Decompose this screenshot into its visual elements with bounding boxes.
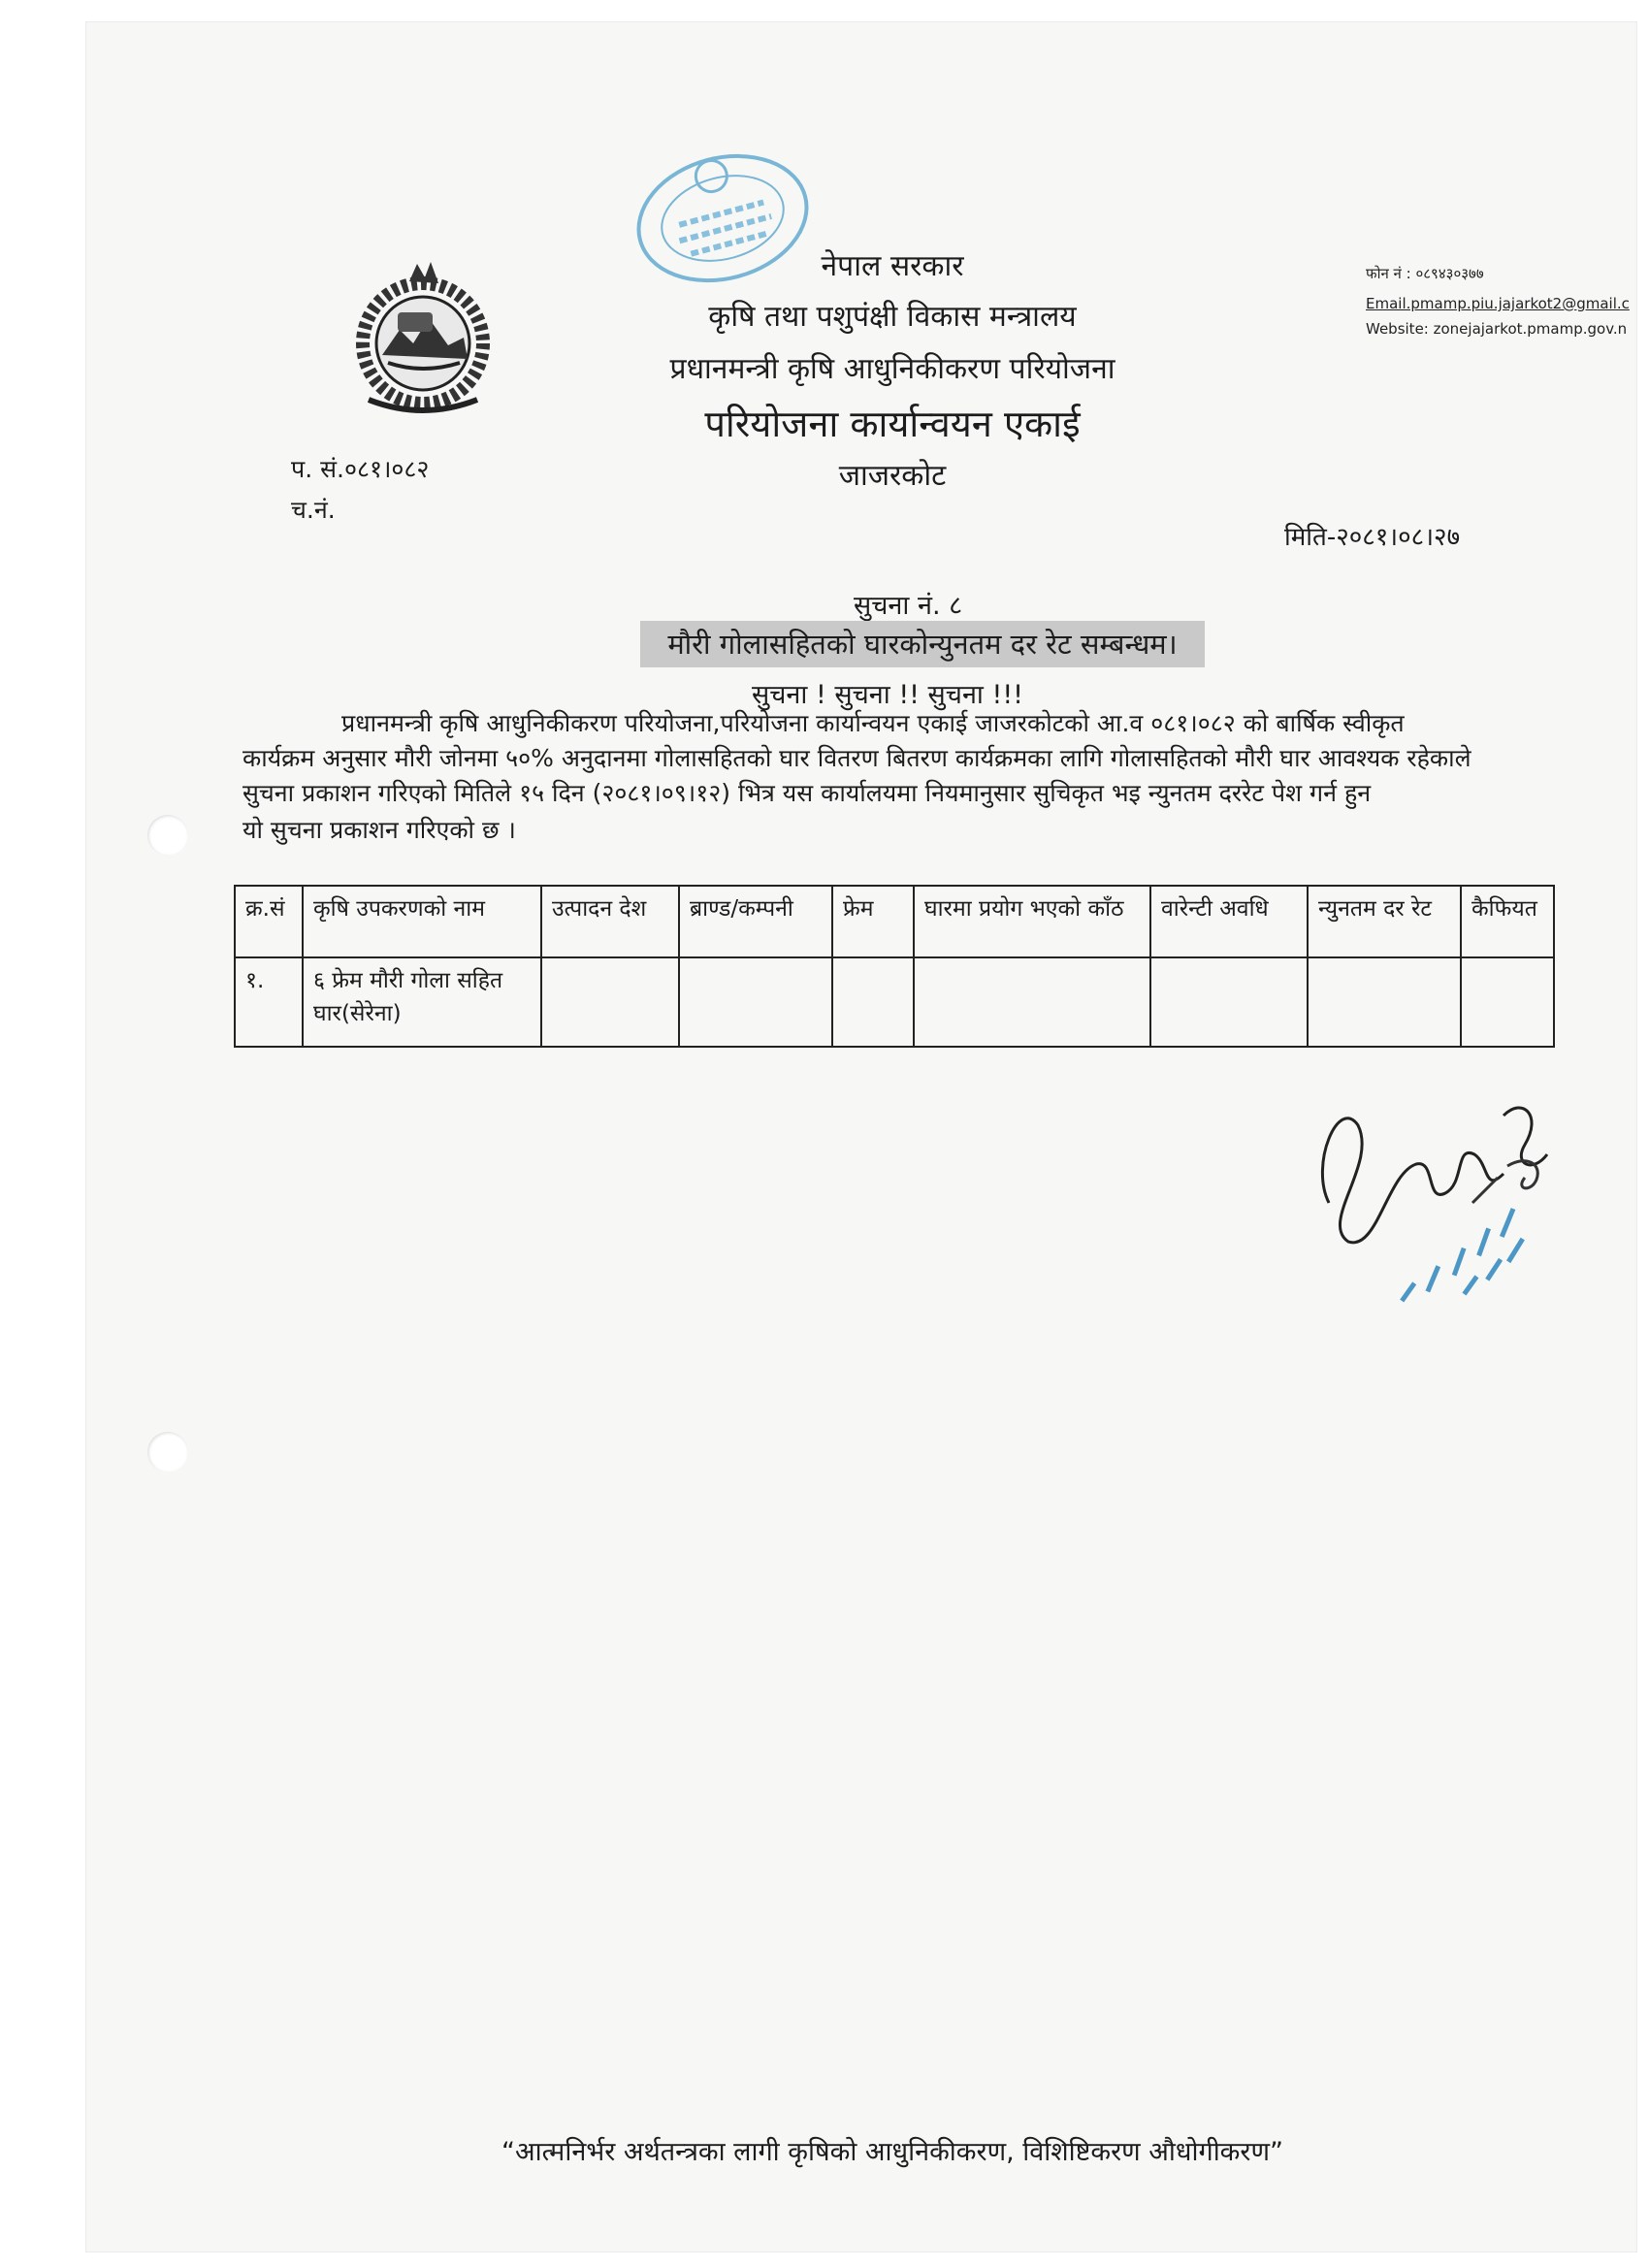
- cell-brand: [679, 957, 832, 1047]
- notice-body-line: सुचना प्रकाशन गरिएको मितिले १५ दिन (२०८१।०९।१२) भित्र यस कार्यालयमा नियमानुसार सुचिकृत भइ न्युनतम दररेट पेश गर्न हुन: [242, 779, 1372, 807]
- column-header: कृषि उपकरणको नाम: [303, 886, 541, 957]
- notice-body-line: कार्यक्रम अनुसार मौरी जोनमा ५०% अनुदानमा गोलासहितको घार वितरण बितरण कार्यक्रमका लागि गोलासहितको मौरी घार आवश्यक रहेकाले: [242, 744, 1471, 772]
- column-header: ब्राण्ड/कम्पनी: [679, 886, 832, 957]
- punch-hole: [147, 815, 188, 856]
- table-header-row: [235, 886, 1554, 957]
- column-header: न्युनतम दर रेट: [1308, 886, 1461, 957]
- cell-equipment-name: ६ फ्रेम मौरी गोला सहित घार(सेरेना): [303, 957, 541, 1047]
- cell-frame: [832, 957, 914, 1047]
- signature-stamp: [1300, 1057, 1591, 1310]
- cell-country: [541, 957, 679, 1047]
- project-title: प्रधानमन्त्री कृषि आधुनिकीकरण परियोजना: [669, 352, 1116, 386]
- cell-serial: १.: [235, 957, 303, 1047]
- ministry-title: कृषि तथा पशुपंक्षी विकास मन्त्रालय: [708, 300, 1077, 334]
- email-address: Email.pmamp.piu.jajarkot2@gmail.c: [1366, 295, 1630, 312]
- notice-number: सुचना नं. ८: [854, 591, 963, 621]
- unit-title: परियोजना कार्यान्वयन एकाई: [704, 403, 1081, 445]
- notice-alert: सुचना ! सुचना !! सुचना !!!: [752, 680, 1023, 710]
- column-header: कैफियत: [1461, 886, 1554, 957]
- cell-rate: [1308, 957, 1461, 1047]
- column-header: फ्रेम: [832, 886, 914, 957]
- notice-body-line: यो सुचना प्रकाशन गरिएको छ ।: [242, 816, 516, 844]
- equipment-table: [234, 885, 1555, 1048]
- column-header: घारमा प्रयोग भएको काँठ: [914, 886, 1150, 957]
- notice-subject: मौरी गोलासहितको घारकोन्युनतम दर रेट सम्बन्धम।: [640, 621, 1205, 667]
- cell-remarks: [1461, 957, 1554, 1047]
- location-title: जाजरकोट: [838, 459, 947, 493]
- letter-number: प. सं.०८१।०८२: [291, 455, 430, 483]
- nepal-emblem: [340, 254, 506, 421]
- column-header: क्र.सं: [235, 886, 303, 957]
- website-address: Website: zonejajarkot.pmamp.gov.n: [1366, 320, 1628, 338]
- column-header: उत्पादन देश: [541, 886, 679, 957]
- government-title: नेपाल सरकार: [821, 249, 964, 283]
- footer-motto: “आत्मनिर्भर अर्थतन्त्रका लागी कृषिको आधुनिकीकरण, विशिष्टिकरण औधोगीकरण”: [501, 2137, 1283, 2167]
- column-header: वारेन्टी अवधि: [1150, 886, 1308, 957]
- phone-number: फोन नं : ०८९४३०३७७: [1366, 265, 1484, 282]
- letter-date: मिति-२०८१।०८।२७: [1284, 523, 1461, 552]
- dispatch-number: च.नं.: [291, 496, 336, 524]
- table-row: [235, 957, 1554, 1047]
- notice-body-line: प्रधानमन्त्री कृषि आधुनिकीकरण परियोजना,परियोजना कार्यान्वयन एकाई जाजरकोटको आ.व ०८१।०८२ को बार्षिक स्वीकृत: [341, 709, 1405, 737]
- cell-warranty: [1150, 957, 1308, 1047]
- punch-hole: [147, 1432, 188, 1473]
- cell-wood: [914, 957, 1150, 1047]
